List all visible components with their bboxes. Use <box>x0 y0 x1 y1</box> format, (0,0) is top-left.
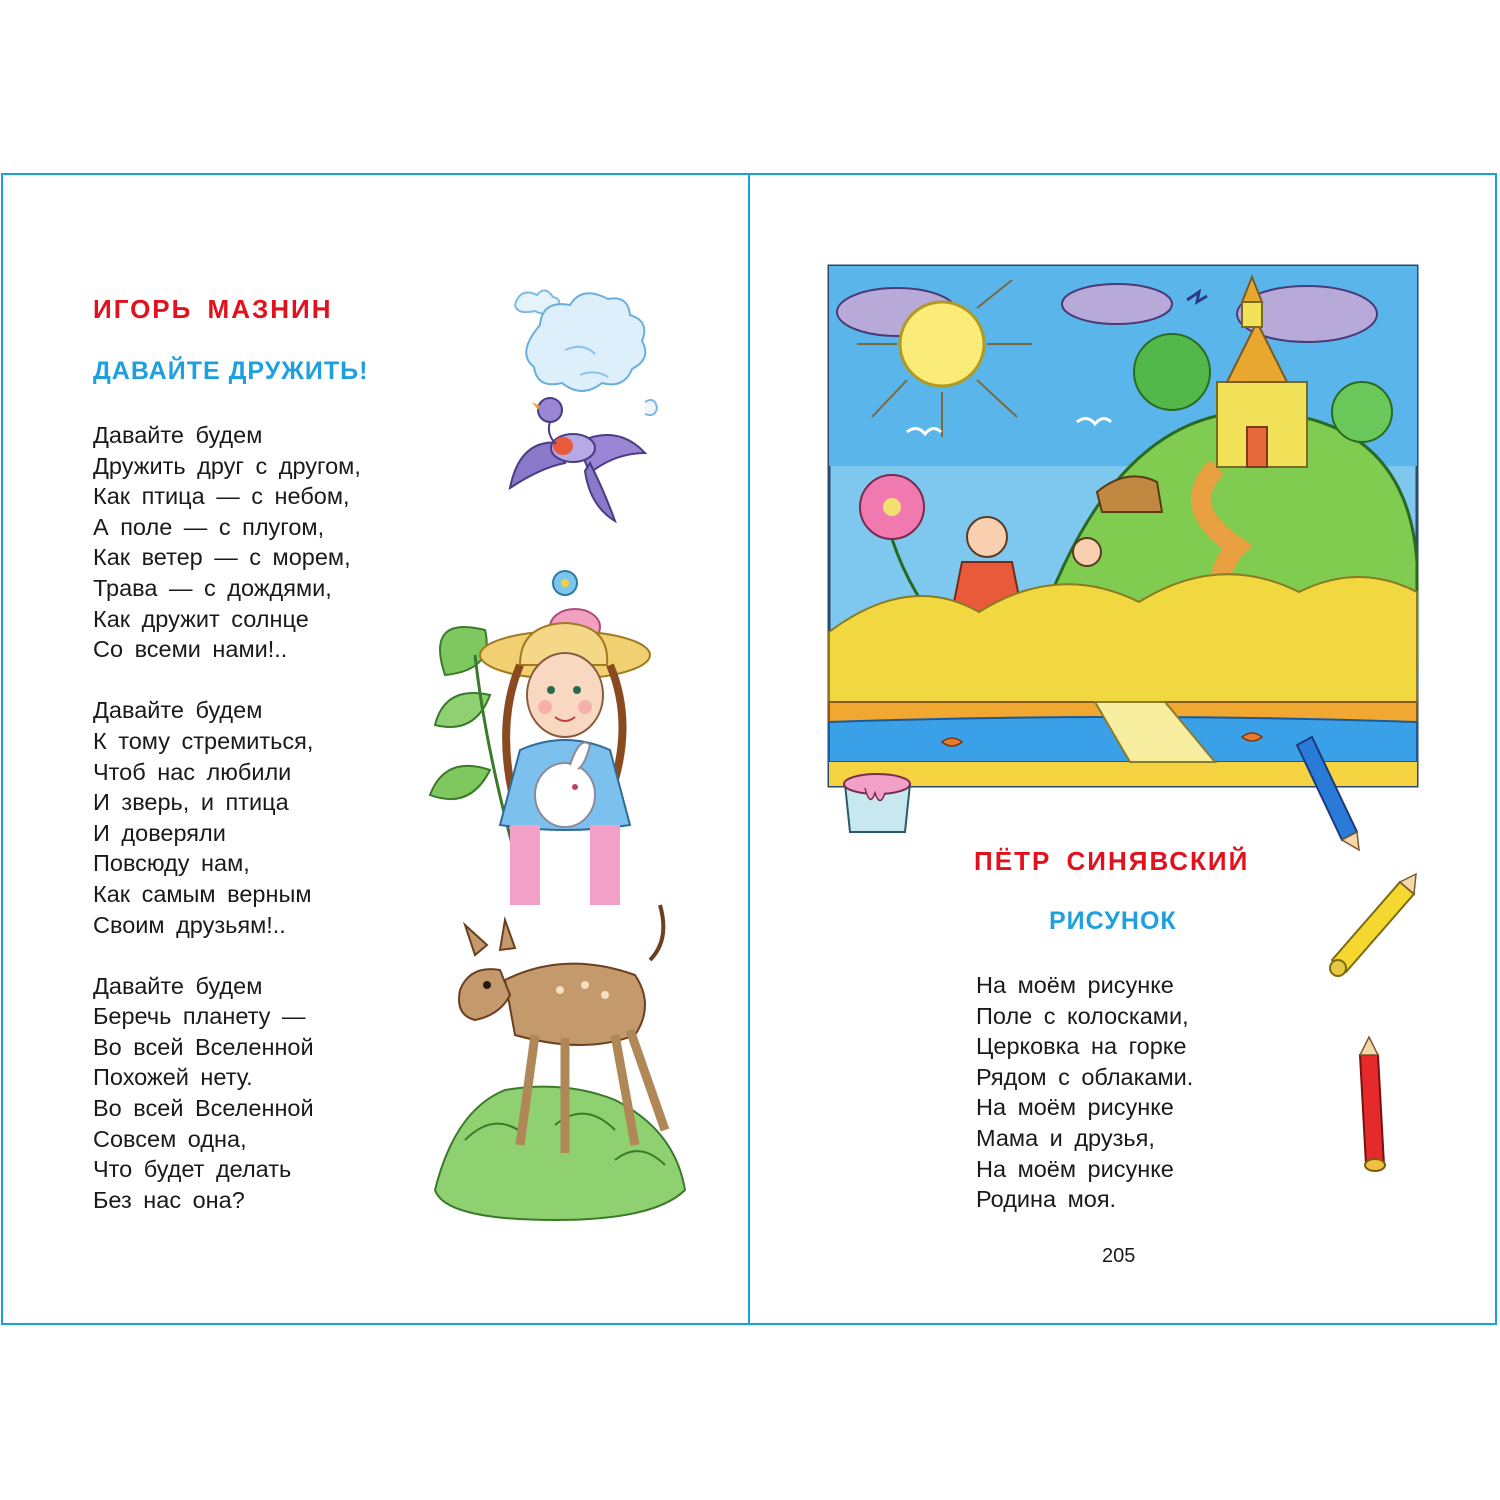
right-author: ПЁТР СИНЯВСКИЙ <box>974 846 1250 876</box>
poem-line: Со всеми нами!.. <box>93 636 288 663</box>
poem-line: Во всей Вселенной <box>93 1095 314 1122</box>
page-number: 205 <box>1102 1245 1136 1267</box>
poem-line: Давайте будем <box>93 697 263 724</box>
left-poem-title: ДАВАЙТЕ ДРУЖИТЬ! <box>93 357 369 385</box>
poem-line: Родина моя. <box>976 1186 1117 1213</box>
bird-icon <box>505 388 650 528</box>
girl-with-rabbit-illustration <box>425 565 665 905</box>
left-author: ИГОРЬ МАЗНИН <box>93 294 333 324</box>
poem-line: Как птица — с небом, <box>93 483 350 510</box>
page-fold-divider <box>748 173 750 1325</box>
poem-line: Своим друзьям!.. <box>93 911 286 938</box>
poem-line: Как самым верным <box>93 880 312 907</box>
poem-line: Трава — с дождями, <box>93 574 332 601</box>
stanza-gap <box>93 940 361 971</box>
poem-line: А поле — с плугом, <box>93 513 325 540</box>
fawn-illustration <box>425 890 695 1220</box>
poem-line: Поле с колосками, <box>976 1002 1189 1029</box>
yellow-pencil-icon <box>1328 872 1418 982</box>
poem-line: На моём рисунке <box>976 1155 1174 1182</box>
poem-line: Церковка на горке <box>976 1033 1187 1060</box>
red-pencil-icon <box>1350 1035 1400 1175</box>
left-poem-body <box>93 420 361 1215</box>
poem-line: Чтоб нас любили <box>93 758 292 785</box>
poem-line: Совсем одна, <box>93 1125 247 1152</box>
poem-line: Во всей Вселенной <box>93 1033 314 1060</box>
poem-line: Похожей нету. <box>93 1064 253 1091</box>
poem-line: Мама и друзья, <box>976 1124 1155 1151</box>
poem-line: На моём рисунке <box>976 1094 1174 1121</box>
poem-line: И зверь, и птица <box>93 789 289 816</box>
poem-line: На моём рисунке <box>976 972 1174 998</box>
stanza-gap <box>93 665 361 696</box>
poem-line: Как ветер — с морем, <box>93 544 351 571</box>
poem-line: Дружить друг с другом, <box>93 452 361 479</box>
poem-line: Повсюду нам, <box>93 850 250 877</box>
poem-line: Давайте будем <box>93 972 263 999</box>
poem-line: Что будет делать <box>93 1156 292 1183</box>
blue-pencil-icon <box>1292 730 1362 850</box>
poem-line: И доверяли <box>93 819 226 846</box>
right-poem-body <box>976 970 1193 1215</box>
poem-line: Как дружит солнце <box>93 605 309 632</box>
poem-line: Беречь планету — <box>93 1003 306 1030</box>
poem-line: Без нас она? <box>93 1186 245 1213</box>
poem-line: К тому стремиться, <box>93 727 314 754</box>
paint-jar-icon <box>840 770 915 835</box>
poem-line: Рядом с облаками. <box>976 1063 1194 1090</box>
poem-line: Давайте будем <box>93 422 263 448</box>
right-poem-title: РИСУНОК <box>1049 907 1177 935</box>
